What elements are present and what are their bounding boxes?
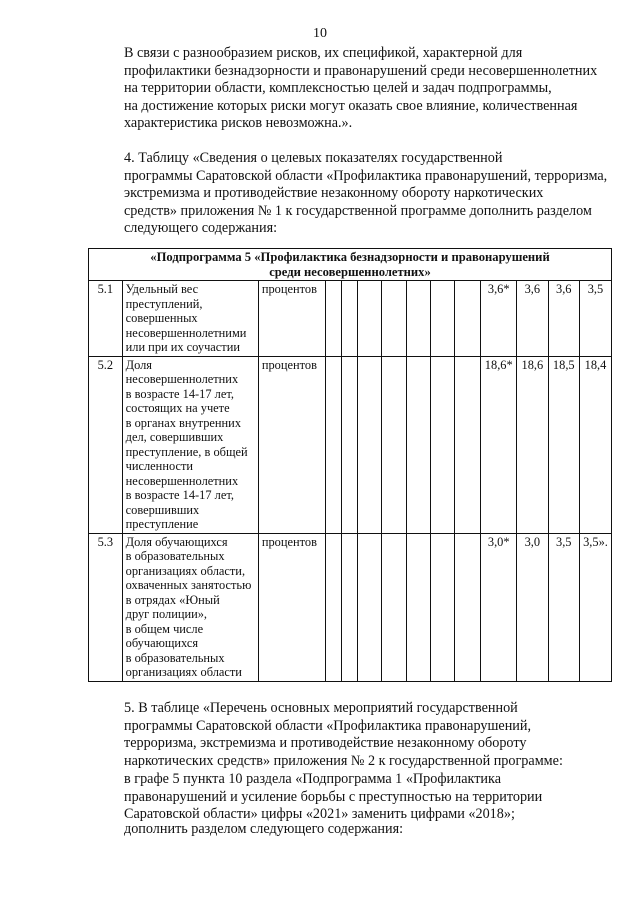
empty-cell <box>357 281 381 357</box>
table-row <box>89 533 612 681</box>
text-line: В связи с разнообразием рисков, их спецификой, характерной для <box>124 45 523 61</box>
empty-cell <box>406 281 430 357</box>
table-title <box>89 249 612 281</box>
text-line: правонарушений и усиление борьбы с преступностью на территории <box>124 788 543 805</box>
empty-cell <box>325 356 341 533</box>
value-cell: 3,5 <box>579 281 611 357</box>
text-line: 4. Таблицу «Сведения о целевых показателях государственной <box>124 150 503 166</box>
empty-cell <box>357 533 381 681</box>
unit-cell: процентов <box>258 281 325 357</box>
text-line: программы Саратовской области «Профилактика правонарушений, терроризма, <box>124 167 608 184</box>
empty-cell <box>431 533 455 681</box>
value-cell: 3,0 <box>517 533 548 681</box>
paragraph-item-4 <box>88 150 612 238</box>
empty-cell <box>341 281 357 357</box>
indicators-table <box>88 248 612 682</box>
empty-cell <box>455 281 481 357</box>
desc-line: преступление <box>125 517 199 531</box>
empty-cell <box>357 356 381 533</box>
text-line: 5. В таблице «Перечень основных мероприятий государственной <box>124 700 518 716</box>
desc-line: друг полиции», <box>125 607 208 621</box>
unit-cell: процентов <box>258 533 325 681</box>
desc-line: охваченных занятостью <box>125 578 252 592</box>
indicator-name <box>122 281 258 357</box>
desc-line: в возрасте 14-17 лет, <box>125 386 234 401</box>
indicator-name <box>122 533 258 681</box>
desc-line: обучающихся <box>125 636 199 650</box>
desc-line: совершенных <box>125 311 198 325</box>
paragraph-add-section <box>88 821 612 839</box>
desc-line: в возрасте 14-17 лет, <box>125 488 234 502</box>
empty-cell <box>341 356 357 533</box>
row-number: 5.3 <box>89 533 123 681</box>
table-row <box>89 281 612 357</box>
desc-line: организациях области, <box>125 563 246 578</box>
text-line: средств» приложения № 1 к государственной программе дополнить разделом <box>124 202 592 219</box>
paragraph-column-5 <box>88 771 612 824</box>
table-title-line: «Подпрограмма 5 «Профилактика безнадзорности и правонарушений <box>150 250 550 264</box>
desc-line: несовершеннолетних <box>125 372 239 386</box>
table-title-line: среди несовершеннолетних» <box>269 264 431 279</box>
desc-line: или при их соучастии <box>125 340 240 354</box>
text-line: следующего содержания: <box>124 220 278 236</box>
empty-cell <box>325 281 341 357</box>
empty-cell <box>382 356 406 533</box>
paragraph-risks <box>88 45 612 133</box>
text-line: Саратовской области» цифры «2021» заменить цифрами «2018»; <box>124 806 515 822</box>
text-line: наркотических средств» приложения № 2 к государственной программе: <box>124 752 563 769</box>
table-row <box>89 356 612 533</box>
empty-cell <box>382 281 406 357</box>
desc-line: в общем числе <box>125 621 204 636</box>
desc-line: в отрядах «Юный <box>125 592 220 607</box>
text-line: профилактики безнадзорности и правонарушений среди несовершеннолетних <box>124 62 598 79</box>
value-cell: 18,5 <box>548 356 579 533</box>
desc-line: численности <box>125 459 193 473</box>
page-number: 10 <box>313 26 327 41</box>
desc-line: преступление, в общей <box>125 444 248 459</box>
paragraph-item-5 <box>88 700 612 770</box>
desc-line: организациях области <box>125 665 242 679</box>
value-cell: 3,6* <box>481 281 517 357</box>
desc-line: состоящих на учете <box>125 401 230 415</box>
table-title-row <box>89 249 612 281</box>
empty-cell <box>406 533 430 681</box>
empty-cell <box>431 281 455 357</box>
text-line: программы Саратовской области «Профилактика правонарушений, <box>124 717 532 734</box>
desc-line: Удельный вес <box>125 282 199 296</box>
text-line: на достижение которых риски могут оказать свое влияние, количественная <box>124 97 578 114</box>
text-line: на территории области, комплексностью целей и задач подпрограммы, <box>124 80 552 96</box>
desc-line: дел, совершивших <box>125 430 224 444</box>
desc-line: в образовательных <box>125 650 225 665</box>
value-cell: 3,5». <box>579 533 611 681</box>
desc-line: несовершеннолетних <box>125 473 239 488</box>
text-line: в графе 5 пункта 10 раздела «Подпрограмма 1 «Профилактика <box>124 771 501 787</box>
indicator-name <box>122 356 258 533</box>
desc-line: в образовательных <box>125 549 225 563</box>
text-line: терроризма, экстремизма и противодействие незаконному обороту <box>124 735 527 751</box>
value-cell: 18,4 <box>579 356 611 533</box>
row-number: 5.2 <box>89 356 123 533</box>
text-line: дополнить разделом следующего содержания: <box>124 821 404 837</box>
empty-cell <box>406 356 430 533</box>
desc-line: Доля <box>125 357 153 372</box>
value-cell: 3,6 <box>517 281 548 357</box>
unit-cell: процентов <box>258 356 325 533</box>
empty-cell <box>325 533 341 681</box>
empty-cell <box>455 533 481 681</box>
empty-cell <box>431 356 455 533</box>
empty-cell <box>382 533 406 681</box>
row-number: 5.1 <box>89 281 123 357</box>
text-line: характеристика рисков невозможна.». <box>124 115 353 131</box>
empty-cell <box>341 533 357 681</box>
value-cell: 3,6 <box>548 281 579 357</box>
value-cell: 18,6* <box>481 356 517 533</box>
text-line: экстремизма и противодействие незаконному обороту наркотических <box>124 185 544 201</box>
desc-line: Доля обучающихся <box>125 534 228 549</box>
desc-line: несовершеннолетними <box>125 325 247 340</box>
desc-line: в органах внутренних <box>125 415 242 430</box>
value-cell: 3,5 <box>548 533 579 681</box>
empty-cell <box>455 356 481 533</box>
value-cell: 3,0* <box>481 533 517 681</box>
desc-line: преступлений, <box>125 296 203 311</box>
desc-line: совершивших <box>125 502 200 517</box>
value-cell: 18,6 <box>517 356 548 533</box>
